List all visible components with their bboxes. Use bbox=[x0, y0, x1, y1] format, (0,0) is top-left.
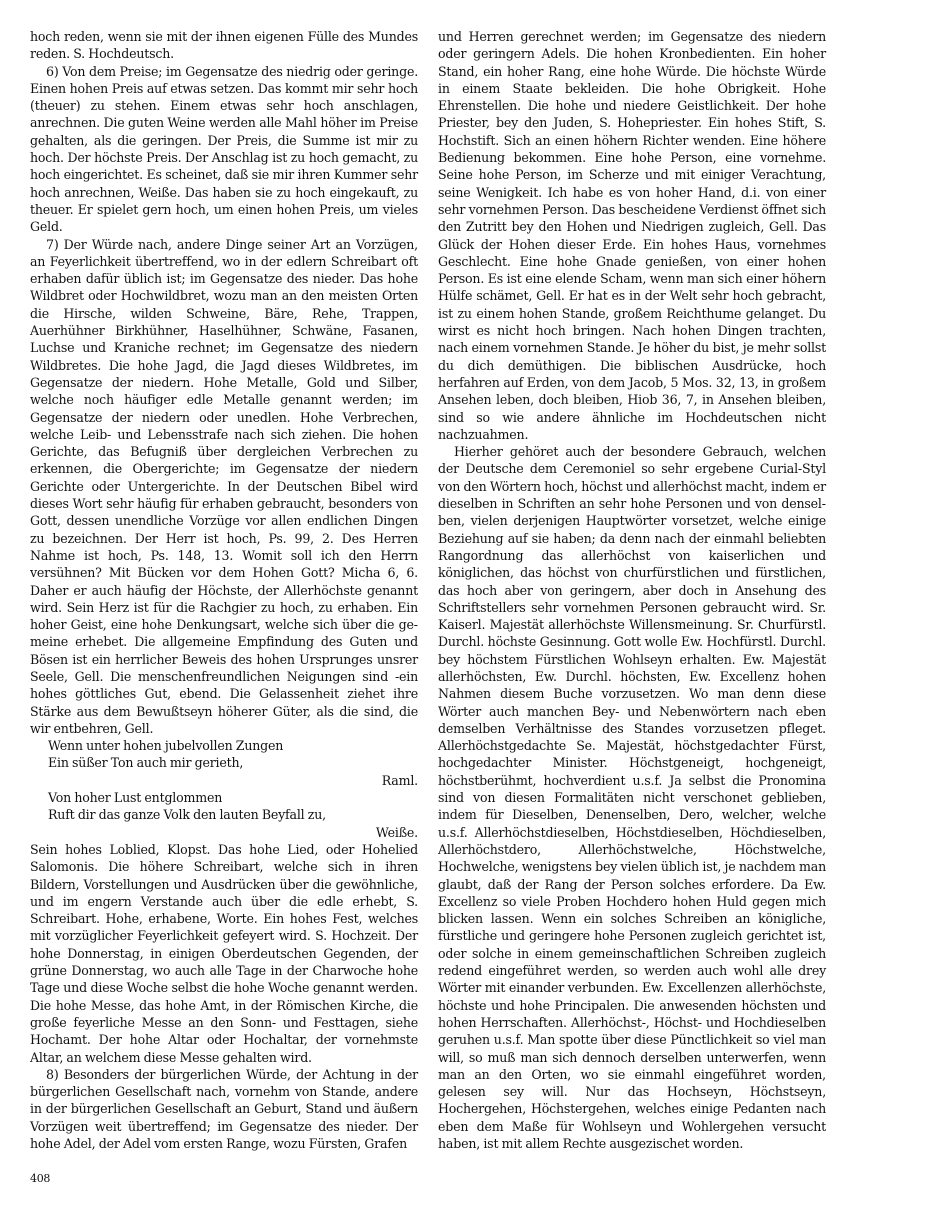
paragraph-curial-style: Hierher gehöret auch der besondere Gebrauch, welchen der Deutsche dem Ceremoniel so sehr ergebene Curial-Styl von den Wörtern hoch, höchst und allerhöchst macht, indem er dieselben in Schriften an sehr hohe Personen und von denselben, vielen derjenigen Hauptwörter vorsetzet, welche einige Beziehung auf sie haben; da denn nach der einmahl beliebten Rangordnung das allerhöchst von kaiserlichen und königlichen, das höchst von churfürstlichen und fürstlichen, das hoch aber von geringern, aber doch in Ansehung des Schriftstellers sehr vornehmen Personen gebraucht wird. Sr. Kaiserl. Majestät allerhöchste Willensmeinung. Sr. Churfürstl. Durchl. höchste Gesinnung. Gott wolle Ew. Hochfürstl. Durchl. bey höchstem Fürstlichen Wohlseyn erhalten. Ew. Majestät allerhöchsten, Ew. Durchl. höchsten, Ew. Excellenz hohen Nahmen diesem Buche vorzusetzen. Wo man denn diese Wörter auch manchen Bey- und Nebenwörtern nach eben demselben Verhältnisse des Standes vorzusetzen pfleget. Allerhöchstgedachte Se. Majestät, höchstgedachter Fürst, hochgedachter Minister. Höchstgeneigt, hochgeneigt, höchstberühmt, hochverdient u.s.f. Ja selbst die Pronomina sind von diesen Formalitäten nicht verschonet geblieben, indem für Dieselben, Denenselben, Dero, welcher, welche u.s.f. Allerhöchstdieselben, Höchstdieselben, Höchdieselben, Allerhöchstdero, Allerhöchstwelche, Höchstwelche, Hochwelche, wenigstens bey vielen üblich ist, je nachdem man glaubt, daß der Rang der Person solches erfordere. Da Ew. Excellenz so viele Proben Hochdero hohen Huld gegen mich blicken lassen. Wenn ein solches Schreiben an königliche, fürstliche und geringere hohe Personen zugleich gerichtet ist, oder solche in einem gemeinschaftlichen Schreiben zugleich redend eingeführet werden, so werden auch wohl alle drey Wörter mit einander verbunden. Ew. Excellenzen allerhöchste, höchste und hohe Principalen. Die anwesenden höchsten und hohen Herrschaften. Allerhöchst-, Höchst- und Hochdieselben geruhen u.s.f. Man spotte über diese Pünctlichkeit so viel man will, so muß man sich dennoch derselben unterwerfen, wenn man an den Orten, wo sie einmahl eingeführet worden, gelesen sey will. Nur das Hochseyn, Höchstseyn, Hochergehen, Höchstergehen, welches einige Pedanten nach eben dem Maße für Wohlseyn und Wohlergehen versucht haben, ist mit allem Rechte ausgezischet worden. bbox=[438, 444, 826, 1151]
left-column bbox=[30, 28, 418, 1152]
verse-attribution: Weiße. bbox=[375, 824, 418, 840]
verse-line: Ruft dir das ganze Volk den lauten Beyfall zu, bbox=[48, 807, 326, 823]
paragraph-continuation: hoch reden, wenn sie mit der ihnen eigenen Fülle des Mundes reden. S. Hochdeutsch. bbox=[30, 29, 418, 62]
verse-attribution: Raml. bbox=[381, 772, 418, 788]
paragraph-7-dignity: 7) Der Würde nach, andere Dinge seiner Art an Vorzügen, an Feyerlichkeit übertreffend, wo in der edlern Schreibart oft erhaben dafür üblich ist; im Gegensatze des nieder. Das hohe Wildbret oder Hochwildbret, wozu man an den meisten Orten die Hirsche, wilden Schweine, Bäre, Rehe, Trappen, Auerhühner Birkhühner, Haselhühner, Schwäne, Fasanen, Luchse und Kraniche rechnet; im Gegensatze des niedern Wildbretes. Die hohe Jagd, die Jagd dieses Wildbretes, im Gegensatze der niedern. Hohe Metalle, Gold und Silber, welche noch häufiger edle Metalle genannt werden; im Gegensatze der niedern oder unedlen. Hohe Verbrechen, welche Leib- und Lebensstrafe nach sich ziehen. Die hohen Gerichte, das Befugniß über dergleichen Verbrechen zu erkennen, die Obergerichte; im Gegensatze der niedern Gerichte oder Untergerichte. In der Deutschen Bibel wird dieses Wort sehr häufig für erhaben gebraucht, besonders von Gott, dessen unendliche Vorzüge vor allen endlichen Dingen zu bezeichnen. Der Herr ist hoch, Ps. 99, 2. Des Herren Nahme ist hoch, Ps. 148, 13. Womit soll ich den Herrn versühnen? Mit Bücken vor dem Hohen Gott? Micha 6, 6. Daher er auch häufig der Höchste, der Allerhöchste genannt wird. Sein Herz ist für die Rachgier zu hoch, zu erhaben. Ein hoher Geist, eine hohe Denkungsart, welche sich über die gemeine erhebet. Die allgemeine Empfindung des Guten und Bösen ist ein herrlicher Beweis des hohen Ursprunges unsrer Seele, Gell. Die menschenfreundlichen Neigungen sind -ein hohes göttliches Gut, ebend. Die Gelassenheit ziehet ihre Stärke aus dem Bewußtseyn höherer Güter, als die sind, die wir entbehren, Gell. bbox=[30, 236, 418, 736]
paragraph-8-rank: 8) Besonders der bürgerlichen Würde, der Achtung in der bürgerlichen Gesellschaft nach, vornehm von Stande, andere in der bürgerlichen Gesellschaft an Geburt, Stand und äußern Vorzügen weit übertreffend; im Gegensatze des nieder. Der hohe Adel, der Adel vom ersten Range, wozu Fürsten, Grafen bbox=[30, 1066, 418, 1151]
verse-line: Ein süßer Ton auch mir gerieth, bbox=[48, 755, 244, 771]
paragraph-6-price: 6) Von dem Preise; im Gegensatze des niedrig oder geringe. Einen hohen Preis auf etwas setzen. Das kommt mir sehr hoch (theuer) zu stehen. Einem etwas sehr hoch anschlagen, anrechnen. Die guten Weine werden alle Mahl höher im Preise gehalten, als die geringen. Der Preis, die Summe ist mir zu hoch. Der höchste Preis. Der Anschlag ist zu hoch gemacht, zu hoch eingerichtet. Es scheinet, daß sie mir ihren Kummer sehr hoch anrechnen, Weiße. Das haben sie zu hoch eingekauft, zu theuer. Er spielet gern hoch, um einen hohen Preis, um vieles Geld. bbox=[30, 63, 418, 235]
right-column bbox=[438, 28, 826, 1152]
verse-line: Wenn unter hohen jubelvollen Zungen bbox=[48, 738, 284, 754]
verse-line: Von hoher Lust entglommen bbox=[48, 790, 223, 806]
page-number: 408 bbox=[30, 1172, 51, 1185]
paragraph-7-continuation: Sein hohes Loblied, Klopst. Das hohe Lied, oder Hohelied Salomonis. Die höhere Schreibart, welche sich in ihren Bildern, Vorstellungen und Ausdrücken über die gewöhnliche, und im engern Verstande auch über die edle erhebt, S. Schreibart. Hohe, erhabene, Worte. Ein hohes Fest, welches mit vorzüglicher Feyerlichkeit gefeyert wird. S. Hochzeit. Der hohe Donnerstag, in einigen Oberdeutschen Gegenden, der grüne Donnerstag, wo auch alle Tage in der Charwoche hohe Tage und diese Woche selbst die hohe Woche genannt werden. Die hohe Messe, das hohe Amt, in der Römischen Kirche, die große feyerliche Messe an den Sonn- und Festtagen, siehe Hochamt. Der hohe Altar oder Hochaltar, der vornehmste Altar, an welchem diese Messe gehalten wird. bbox=[30, 841, 418, 1065]
paragraph-8-continuation: und Herren gerechnet werden; im Gegensatze des niedern oder geringern Adels. Die hohen Kronbedienten. Ein hoher Stand, ein hoher Rang, eine hohe Würde. Die höchste Würde in einem Staate bekleiden. Die hohe Obrigkeit. Hohe Ehrenstellen. Die hohe und niedere Geistlichkeit. Der hohe Priester, bey den Juden, S. Hohepriester. Ein hohes Stift, S. Hochstift. Sich an einen höhern Richter wenden. Eine höhere Bedienung bekommen. Eine hohe Person, eine vornehme. Seine hohe Person, im Scherze und mit einiger Verachtung, seine Wenigkeit. Ich habe es von hoher Hand, d.i. von einer sehr vornehmen Person. Das bescheidene Verdienst öffnet sich den Zutritt bey den Hohen und Niedrigen zugleich, Gell. Das Glück der Hohen dieser Erde. Ein hohes Haus, vornehmes Geschlecht. Eine hohe Gnade genießen, von einer hohen Person. Es ist eine elende Scham, wenn man sich einer höhern Hülfe schämet, Gell. Er hat es in der Welt sehr hoch gebracht, ist zu einem hohen Stande, großem Reichthume gelanget. Du wirst es nicht hoch bringen. Nach hohen Dingen trachten, nach einem vornehmen Stande. Je höher du bist, je mehr sollst du dich demüthigen. Die biblischen Ausdrücke, hoch herfahren auf Erden, von dem Jacob, 5 Mos. 32, 13, in großem Ansehen leben, doch bleiben, Hiob 36, 7, in Ansehen bleiben, sind so wie andere ähnliche im Hochdeutschen nicht nachzuahmen. bbox=[438, 29, 826, 442]
